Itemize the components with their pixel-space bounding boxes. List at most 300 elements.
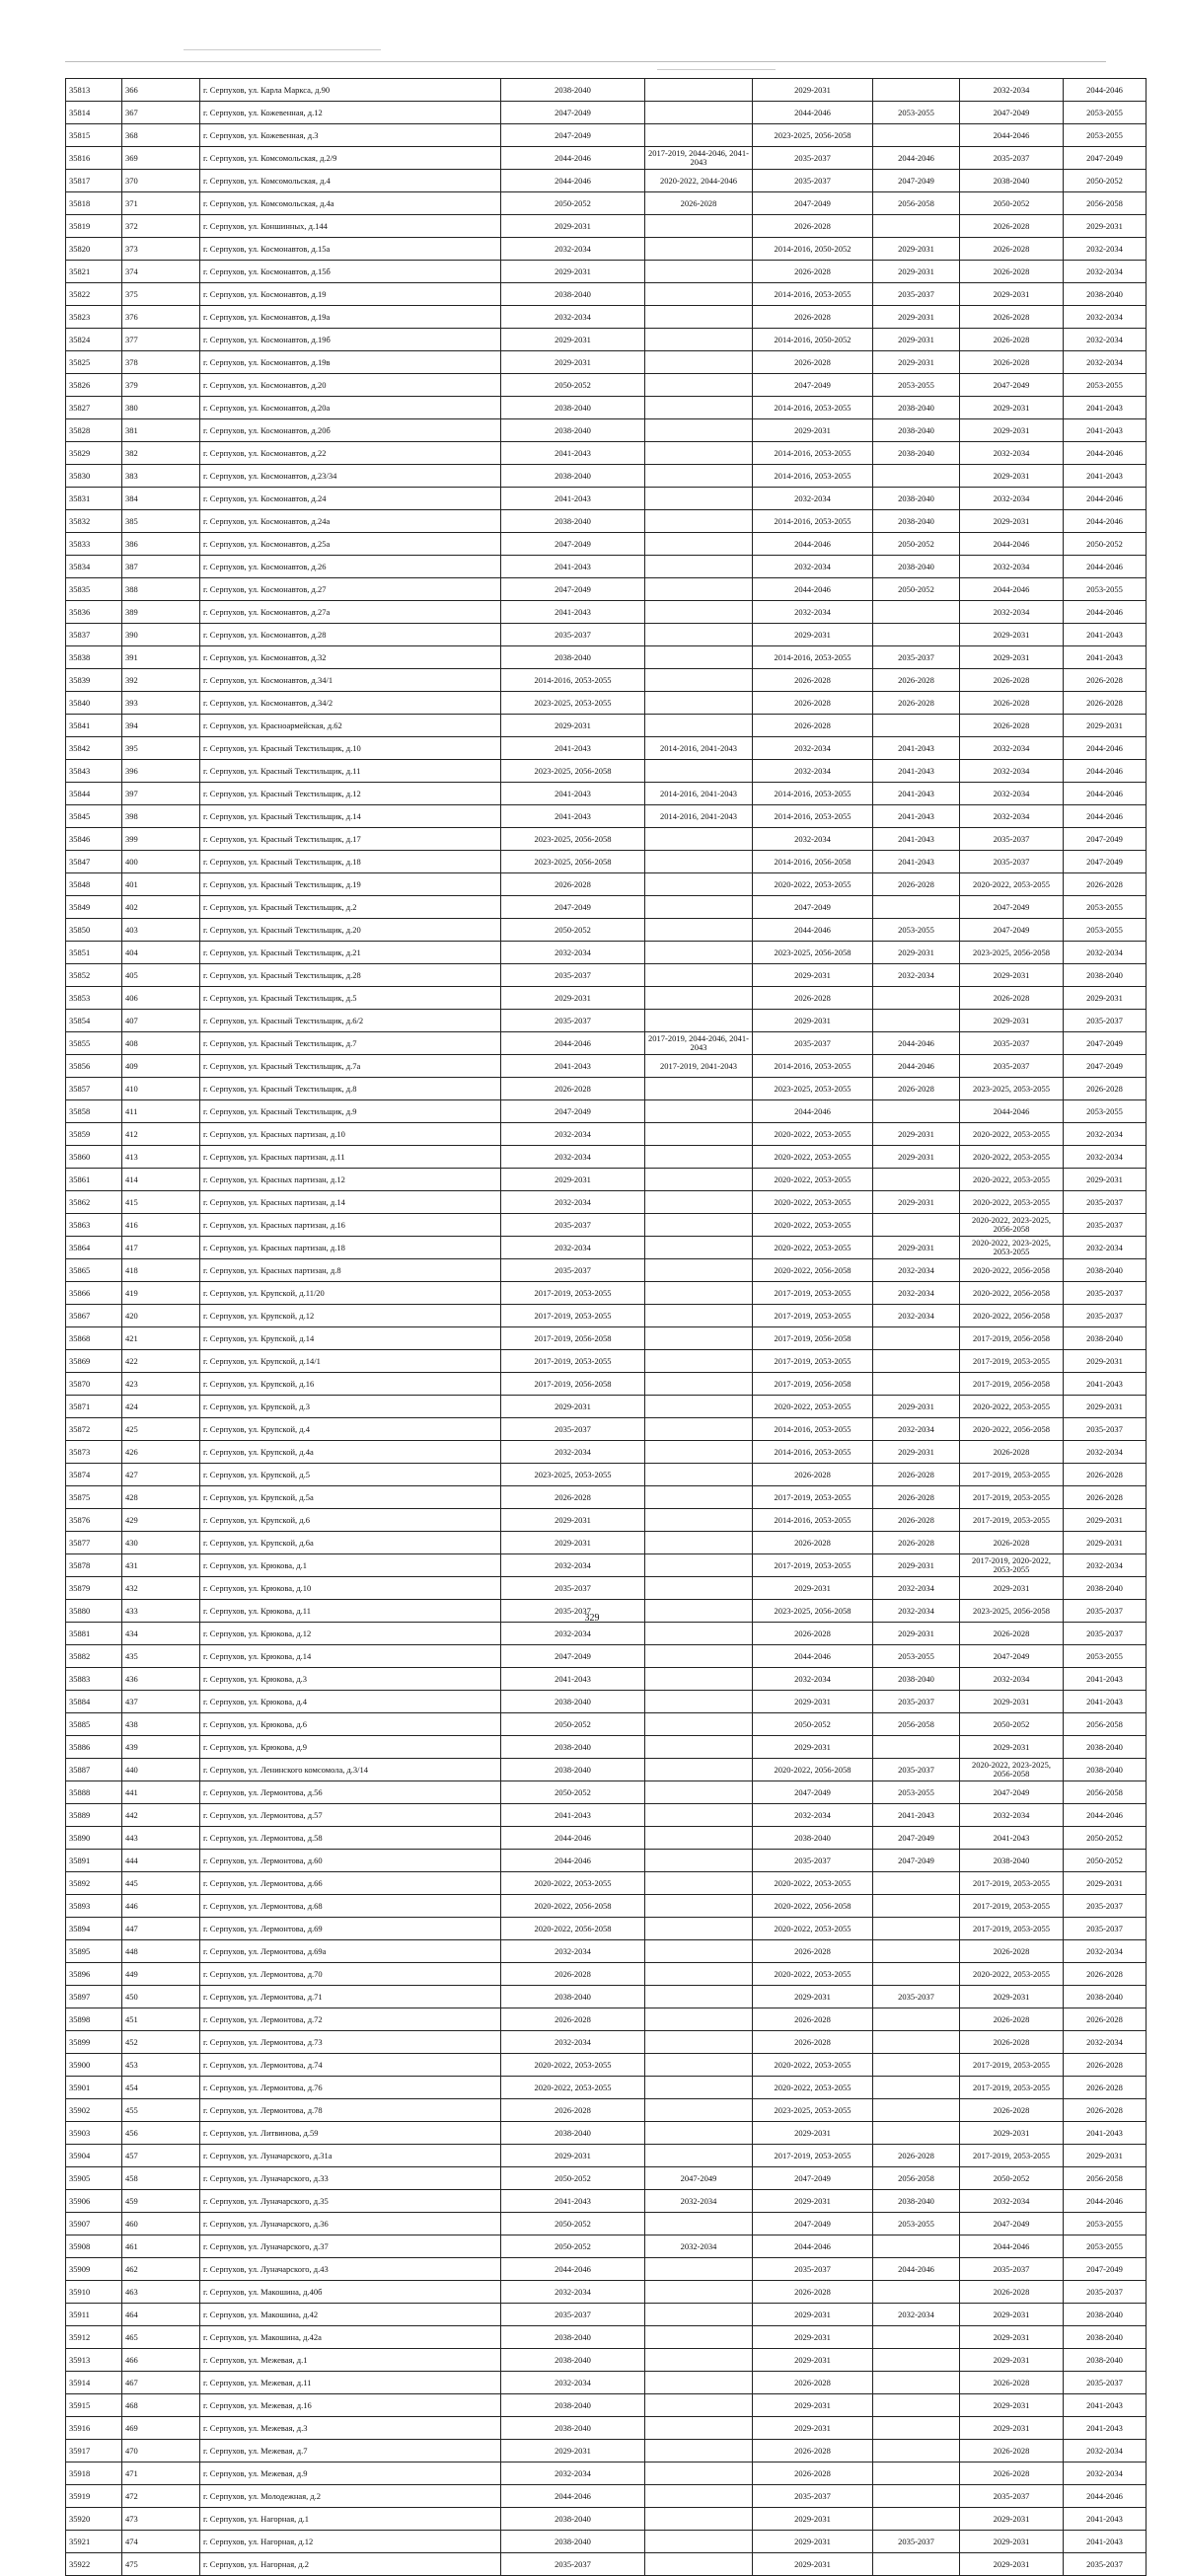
period-4-cell: 2044-2046 xyxy=(873,147,960,170)
period-6-cell: 2044-2046 xyxy=(1064,1804,1147,1827)
period-1-cell: 2041-2043 xyxy=(501,737,645,760)
period-3-cell: 2029-2031 xyxy=(753,79,873,102)
period-3-cell: 2020-2022, 2053-2055 xyxy=(753,1396,873,1418)
period-5-cell: 2038-2040 xyxy=(960,1850,1064,1872)
period-5-cell: 2029-2031 xyxy=(960,964,1064,987)
period-2-cell xyxy=(645,1895,753,1918)
period-5-cell: 2047-2049 xyxy=(960,919,1064,942)
period-4-cell xyxy=(873,601,960,624)
period-3-cell: 2029-2031 xyxy=(753,2304,873,2326)
table-row xyxy=(66,1668,1147,1691)
period-1-cell: 2041-2043 xyxy=(501,783,645,805)
period-5-cell: 2035-2037 xyxy=(960,2485,1064,2508)
period-6-cell: 2041-2043 xyxy=(1064,2531,1147,2553)
address-cell: г. Серпухов, ул. Крупской, д.4 xyxy=(200,1418,501,1441)
address-cell: г. Серпухов, ул. Красный Текстильщик, д.10 xyxy=(200,737,501,760)
period-6-cell: 2050-2052 xyxy=(1064,170,1147,192)
period-1-cell: 2020-2022, 2056-2058 xyxy=(501,1918,645,1940)
period-6-cell: 2041-2043 xyxy=(1064,419,1147,442)
table-row xyxy=(66,238,1147,261)
period-5-cell: 2029-2031 xyxy=(960,2553,1064,2576)
period-2-cell xyxy=(645,488,753,510)
address-cell: г. Серпухов, ул. Крупской, д.6 xyxy=(200,1509,501,1532)
item-number-cell: 422 xyxy=(122,1350,200,1373)
period-2-cell xyxy=(645,1554,753,1577)
period-5-cell: 2044-2046 xyxy=(960,2235,1064,2258)
period-1-cell: 2014-2016, 2053-2055 xyxy=(501,669,645,692)
address-cell: г. Серпухов, ул. Красных партизан, д.10 xyxy=(200,1123,501,1146)
address-cell: г. Серпухов, ул. Красный Текстильщик, д.19 xyxy=(200,873,501,896)
address-cell: г. Серпухов, ул. Кожевенная, д.3 xyxy=(200,124,501,147)
period-2-cell xyxy=(645,374,753,397)
record-id-cell: 35917 xyxy=(66,2440,122,2462)
period-3-cell: 2026-2028 xyxy=(753,692,873,715)
period-1-cell: 2032-2034 xyxy=(501,1237,645,1259)
period-2-cell: 2014-2016, 2041-2043 xyxy=(645,783,753,805)
item-number-cell: 452 xyxy=(122,2031,200,2054)
record-id-cell: 35890 xyxy=(66,1827,122,1850)
record-id-cell: 35916 xyxy=(66,2417,122,2440)
period-1-cell: 2047-2049 xyxy=(501,102,645,124)
item-number-cell: 381 xyxy=(122,419,200,442)
period-1-cell: 2026-2028 xyxy=(501,2008,645,2031)
table-row xyxy=(66,873,1147,896)
table-row xyxy=(66,2440,1147,2462)
period-1-cell: 2029-2031 xyxy=(501,329,645,351)
period-6-cell: 2026-2028 xyxy=(1064,2099,1147,2122)
record-id-cell: 35847 xyxy=(66,851,122,873)
item-number-cell: 387 xyxy=(122,556,200,578)
period-3-cell: 2029-2031 xyxy=(753,964,873,987)
address-cell: г. Серпухов, ул. Карла Маркса, д.90 xyxy=(200,79,501,102)
item-number-cell: 444 xyxy=(122,1850,200,1872)
record-id-cell: 35892 xyxy=(66,1872,122,1895)
record-id-cell: 35833 xyxy=(66,533,122,556)
period-6-cell: 2041-2043 xyxy=(1064,646,1147,669)
period-5-cell: 2026-2028 xyxy=(960,1940,1064,1963)
table-row xyxy=(66,147,1147,170)
period-6-cell: 2041-2043 xyxy=(1064,2508,1147,2531)
period-2-cell xyxy=(645,2417,753,2440)
period-6-cell: 2035-2037 xyxy=(1064,1191,1147,1214)
period-1-cell: 2029-2031 xyxy=(501,1532,645,1554)
item-number-cell: 439 xyxy=(122,1736,200,1759)
record-id-cell: 35922 xyxy=(66,2553,122,2576)
item-number-cell: 398 xyxy=(122,805,200,828)
period-1-cell: 2038-2040 xyxy=(501,2326,645,2349)
period-4-cell xyxy=(873,2326,960,2349)
period-2-cell xyxy=(645,2440,753,2462)
period-2-cell xyxy=(645,1940,753,1963)
period-5-cell: 2026-2028 xyxy=(960,2372,1064,2394)
period-6-cell: 2053-2055 xyxy=(1064,102,1147,124)
address-cell: г. Серпухов, ул. Луначарского, д.36 xyxy=(200,2213,501,2235)
period-6-cell: 2041-2043 xyxy=(1064,2394,1147,2417)
period-1-cell: 2029-2031 xyxy=(501,1169,645,1191)
record-id-cell: 35901 xyxy=(66,2077,122,2099)
period-6-cell: 2035-2037 xyxy=(1064,2281,1147,2304)
period-4-cell: 2032-2034 xyxy=(873,1577,960,1600)
address-cell: г. Серпухов, ул. Крюкова, д.12 xyxy=(200,1623,501,1645)
item-number-cell: 451 xyxy=(122,2008,200,2031)
item-number-cell: 472 xyxy=(122,2485,200,2508)
record-id-cell: 35918 xyxy=(66,2462,122,2485)
period-5-cell: 2023-2025, 2056-2058 xyxy=(960,1600,1064,1623)
period-5-cell: 2020-2022, 2056-2058 xyxy=(960,1259,1064,1282)
period-3-cell: 2032-2034 xyxy=(753,488,873,510)
period-4-cell: 2029-2031 xyxy=(873,1623,960,1645)
address-cell: г. Серпухов, ул. Комсомольская, д.2/9 xyxy=(200,147,501,170)
period-5-cell: 2029-2031 xyxy=(960,465,1064,488)
period-3-cell: 2026-2028 xyxy=(753,2462,873,2485)
period-5-cell: 2044-2046 xyxy=(960,578,1064,601)
period-2-cell xyxy=(645,306,753,329)
item-number-cell: 423 xyxy=(122,1373,200,1396)
item-number-cell: 403 xyxy=(122,919,200,942)
item-number-cell: 371 xyxy=(122,192,200,215)
period-3-cell: 2026-2028 xyxy=(753,2440,873,2462)
period-5-cell: 2020-2022, 2056-2058 xyxy=(960,1282,1064,1305)
period-4-cell xyxy=(873,1918,960,1940)
period-1-cell: 2038-2040 xyxy=(501,2122,645,2145)
table-row xyxy=(66,578,1147,601)
period-4-cell xyxy=(873,79,960,102)
table-row xyxy=(66,1055,1147,1078)
address-cell: г. Серпухов, ул. Крупской, д.4а xyxy=(200,1441,501,1464)
period-4-cell: 2038-2040 xyxy=(873,556,960,578)
period-2-cell xyxy=(645,465,753,488)
period-2-cell xyxy=(645,1509,753,1532)
address-cell: г. Серпухов, ул. Красный Текстильщик, д.12 xyxy=(200,783,501,805)
period-5-cell: 2017-2019, 2053-2055 xyxy=(960,1509,1064,1532)
table-row xyxy=(66,1713,1147,1736)
item-number-cell: 467 xyxy=(122,2372,200,2394)
period-5-cell: 2020-2022, 2053-2055 xyxy=(960,1123,1064,1146)
period-4-cell xyxy=(873,465,960,488)
period-6-cell: 2032-2034 xyxy=(1064,1554,1147,1577)
period-3-cell: 2026-2028 xyxy=(753,351,873,374)
period-6-cell: 2044-2046 xyxy=(1064,2485,1147,2508)
item-number-cell: 393 xyxy=(122,692,200,715)
period-2-cell xyxy=(645,1123,753,1146)
period-2-cell xyxy=(645,442,753,465)
table-row xyxy=(66,1327,1147,1350)
period-6-cell: 2032-2034 xyxy=(1064,306,1147,329)
period-3-cell: 2014-2016, 2053-2055 xyxy=(753,510,873,533)
period-6-cell: 2035-2037 xyxy=(1064,1305,1147,1327)
period-6-cell: 2050-2052 xyxy=(1064,1850,1147,1872)
period-1-cell: 2032-2034 xyxy=(501,306,645,329)
period-6-cell: 2053-2055 xyxy=(1064,1645,1147,1668)
period-2-cell: 2017-2019, 2044-2046, 2041-2043 xyxy=(645,147,753,170)
period-6-cell: 2035-2037 xyxy=(1064,2553,1147,2576)
address-cell: г. Серпухов, ул. Лермонтова, д.69а xyxy=(200,1940,501,1963)
record-id-cell: 35861 xyxy=(66,1169,122,1191)
table-row xyxy=(66,2213,1147,2235)
period-1-cell: 2050-2052 xyxy=(501,919,645,942)
item-number-cell: 376 xyxy=(122,306,200,329)
period-4-cell: 2056-2058 xyxy=(873,1713,960,1736)
address-cell: г. Серпухов, ул. Космонавтов, д.15б xyxy=(200,261,501,283)
address-cell: г. Серпухов, ул. Космонавтов, д.22 xyxy=(200,442,501,465)
item-number-cell: 449 xyxy=(122,1963,200,1986)
period-5-cell: 2029-2031 xyxy=(960,419,1064,442)
item-number-cell: 441 xyxy=(122,1781,200,1804)
period-5-cell: 2020-2022, 2053-2055 xyxy=(960,1169,1064,1191)
period-4-cell: 2029-2031 xyxy=(873,1441,960,1464)
period-4-cell xyxy=(873,2508,960,2531)
period-3-cell: 2029-2031 xyxy=(753,2508,873,2531)
item-number-cell: 458 xyxy=(122,2167,200,2190)
period-3-cell: 2029-2031 xyxy=(753,2326,873,2349)
item-number-cell: 416 xyxy=(122,1214,200,1237)
period-3-cell: 2035-2037 xyxy=(753,170,873,192)
period-1-cell: 2032-2034 xyxy=(501,238,645,261)
period-4-cell: 2035-2037 xyxy=(873,646,960,669)
table-row xyxy=(66,510,1147,533)
period-4-cell: 2041-2043 xyxy=(873,828,960,851)
period-5-cell: 2017-2019, 2020-2022, 2053-2055 xyxy=(960,1554,1064,1577)
period-5-cell: 2029-2031 xyxy=(960,646,1064,669)
item-number-cell: 388 xyxy=(122,578,200,601)
address-cell: г. Серпухов, ул. Лермонтова, д.69 xyxy=(200,1918,501,1940)
item-number-cell: 427 xyxy=(122,1464,200,1486)
period-2-cell xyxy=(645,1441,753,1464)
period-3-cell: 2032-2034 xyxy=(753,760,873,783)
period-3-cell: 2017-2019, 2053-2055 xyxy=(753,1350,873,1373)
record-id-cell: 35842 xyxy=(66,737,122,760)
item-number-cell: 435 xyxy=(122,1645,200,1668)
period-1-cell: 2029-2031 xyxy=(501,351,645,374)
table-row xyxy=(66,1736,1147,1759)
period-3-cell: 2026-2028 xyxy=(753,2031,873,2054)
period-2-cell xyxy=(645,102,753,124)
table-row xyxy=(66,1282,1147,1305)
table-row xyxy=(66,2054,1147,2077)
table-row xyxy=(66,1032,1147,1055)
period-3-cell: 2029-2031 xyxy=(753,2349,873,2372)
period-2-cell: 2047-2049 xyxy=(645,2167,753,2190)
record-id-cell: 35824 xyxy=(66,329,122,351)
period-5-cell: 2026-2028 xyxy=(960,692,1064,715)
period-2-cell xyxy=(645,1010,753,1032)
schedule-table-body xyxy=(66,79,1147,2576)
table-row xyxy=(66,1918,1147,1940)
item-number-cell: 414 xyxy=(122,1169,200,1191)
period-2-cell xyxy=(645,1418,753,1441)
address-cell: г. Серпухов, ул. Красный Текстильщик, д.28 xyxy=(200,964,501,987)
address-cell: г. Серпухов, ул. Крюкова, д.3 xyxy=(200,1668,501,1691)
address-cell: г. Серпухов, ул. Космонавтов, д.19в xyxy=(200,351,501,374)
item-number-cell: 460 xyxy=(122,2213,200,2235)
record-id-cell: 35827 xyxy=(66,397,122,419)
period-4-cell: 2032-2034 xyxy=(873,1418,960,1441)
period-6-cell: 2026-2028 xyxy=(1064,2077,1147,2099)
period-6-cell: 2029-2031 xyxy=(1064,1350,1147,1373)
address-cell: г. Серпухов, ул. Крупской, д.5 xyxy=(200,1464,501,1486)
address-cell: г. Серпухов, ул. Кожевенная, д.12 xyxy=(200,102,501,124)
period-2-cell xyxy=(645,601,753,624)
table-row xyxy=(66,2462,1147,2485)
period-4-cell: 2029-2031 xyxy=(873,261,960,283)
period-4-cell: 2038-2040 xyxy=(873,510,960,533)
period-2-cell xyxy=(645,1713,753,1736)
table-row xyxy=(66,329,1147,351)
period-1-cell: 2044-2046 xyxy=(501,2258,645,2281)
period-4-cell: 2053-2055 xyxy=(873,374,960,397)
item-number-cell: 434 xyxy=(122,1623,200,1645)
period-2-cell xyxy=(645,1736,753,1759)
table-row xyxy=(66,942,1147,964)
period-4-cell xyxy=(873,2008,960,2031)
table-row xyxy=(66,1577,1147,1600)
table-row xyxy=(66,692,1147,715)
period-3-cell: 2032-2034 xyxy=(753,556,873,578)
period-4-cell: 2026-2028 xyxy=(873,1532,960,1554)
period-4-cell: 2026-2028 xyxy=(873,1078,960,1100)
period-3-cell: 2047-2049 xyxy=(753,374,873,397)
table-row xyxy=(66,2508,1147,2531)
period-6-cell: 2038-2040 xyxy=(1064,283,1147,306)
period-1-cell: 2032-2034 xyxy=(501,2031,645,2054)
period-1-cell: 2041-2043 xyxy=(501,601,645,624)
table-row xyxy=(66,1691,1147,1713)
record-id-cell: 35868 xyxy=(66,1327,122,1350)
period-1-cell: 2026-2028 xyxy=(501,1963,645,1986)
period-6-cell: 2026-2028 xyxy=(1064,692,1147,715)
period-5-cell: 2035-2037 xyxy=(960,828,1064,851)
period-6-cell: 2041-2043 xyxy=(1064,1691,1147,1713)
period-3-cell: 2032-2034 xyxy=(753,1804,873,1827)
item-number-cell: 474 xyxy=(122,2531,200,2553)
period-3-cell: 2038-2040 xyxy=(753,1827,873,1850)
record-id-cell: 35823 xyxy=(66,306,122,329)
period-4-cell: 2038-2040 xyxy=(873,488,960,510)
period-4-cell: 2047-2049 xyxy=(873,170,960,192)
record-id-cell: 35830 xyxy=(66,465,122,488)
table-row xyxy=(66,1645,1147,1668)
item-number-cell: 429 xyxy=(122,1509,200,1532)
period-1-cell: 2017-2019, 2053-2055 xyxy=(501,1350,645,1373)
period-2-cell: 2017-2019, 2044-2046, 2041-2043 xyxy=(645,1032,753,1055)
period-1-cell: 2044-2046 xyxy=(501,1850,645,1872)
record-id-cell: 35845 xyxy=(66,805,122,828)
item-number-cell: 411 xyxy=(122,1100,200,1123)
period-6-cell: 2035-2037 xyxy=(1064,1010,1147,1032)
period-1-cell: 2041-2043 xyxy=(501,1055,645,1078)
period-3-cell: 2035-2037 xyxy=(753,147,873,170)
record-id-cell: 35822 xyxy=(66,283,122,306)
table-row xyxy=(66,1441,1147,1464)
period-4-cell xyxy=(873,2054,960,2077)
address-cell: г. Серпухов, ул. Красных партизан, д.12 xyxy=(200,1169,501,1191)
table-row xyxy=(66,2167,1147,2190)
period-4-cell xyxy=(873,624,960,646)
record-id-cell: 35883 xyxy=(66,1668,122,1691)
period-5-cell: 2029-2031 xyxy=(960,624,1064,646)
item-number-cell: 418 xyxy=(122,1259,200,1282)
table-row xyxy=(66,351,1147,374)
table-row xyxy=(66,170,1147,192)
record-id-cell: 35885 xyxy=(66,1713,122,1736)
address-cell: г. Серпухов, ул. Комсомольская, д.4 xyxy=(200,170,501,192)
period-1-cell: 2029-2031 xyxy=(501,715,645,737)
period-1-cell: 2032-2034 xyxy=(501,1623,645,1645)
period-1-cell: 2047-2049 xyxy=(501,578,645,601)
period-2-cell: 2020-2022, 2044-2046 xyxy=(645,170,753,192)
period-5-cell: 2047-2049 xyxy=(960,1781,1064,1804)
item-number-cell: 413 xyxy=(122,1146,200,1169)
record-id-cell: 35871 xyxy=(66,1396,122,1418)
period-6-cell: 2056-2058 xyxy=(1064,2167,1147,2190)
table-row xyxy=(66,306,1147,329)
period-3-cell: 2029-2031 xyxy=(753,1986,873,2008)
period-3-cell: 2029-2031 xyxy=(753,1010,873,1032)
item-number-cell: 401 xyxy=(122,873,200,896)
period-2-cell xyxy=(645,1691,753,1713)
address-cell: г. Серпухов, ул. Космонавтов, д.34/1 xyxy=(200,669,501,692)
period-6-cell: 2035-2037 xyxy=(1064,1214,1147,1237)
period-2-cell xyxy=(645,1623,753,1645)
period-4-cell: 2041-2043 xyxy=(873,783,960,805)
period-5-cell: 2029-2031 xyxy=(960,2508,1064,2531)
period-5-cell: 2020-2022, 2053-2055 xyxy=(960,1191,1064,1214)
record-id-cell: 35844 xyxy=(66,783,122,805)
period-2-cell xyxy=(645,2008,753,2031)
period-3-cell: 2032-2034 xyxy=(753,737,873,760)
period-3-cell: 2020-2022, 2056-2058 xyxy=(753,1759,873,1781)
period-6-cell: 2041-2043 xyxy=(1064,2417,1147,2440)
period-6-cell: 2026-2028 xyxy=(1064,873,1147,896)
record-id-cell: 35874 xyxy=(66,1464,122,1486)
period-1-cell: 2038-2040 xyxy=(501,1986,645,2008)
period-6-cell: 2053-2055 xyxy=(1064,2235,1147,2258)
record-id-cell: 35857 xyxy=(66,1078,122,1100)
period-3-cell: 2023-2025, 2053-2055 xyxy=(753,1078,873,1100)
period-2-cell xyxy=(645,1486,753,1509)
period-4-cell: 2044-2046 xyxy=(873,1055,960,1078)
period-4-cell: 2056-2058 xyxy=(873,192,960,215)
item-number-cell: 475 xyxy=(122,2553,200,2576)
period-3-cell: 2029-2031 xyxy=(753,2417,873,2440)
period-5-cell: 2026-2028 xyxy=(960,2031,1064,2054)
address-cell: г. Серпухов, ул. Молодежная, д.2 xyxy=(200,2485,501,2508)
period-6-cell: 2029-2031 xyxy=(1064,1396,1147,1418)
period-4-cell xyxy=(873,1350,960,1373)
period-3-cell: 2047-2049 xyxy=(753,1781,873,1804)
period-1-cell: 2032-2034 xyxy=(501,2372,645,2394)
period-2-cell xyxy=(645,2326,753,2349)
item-number-cell: 386 xyxy=(122,533,200,556)
period-4-cell: 2038-2040 xyxy=(873,397,960,419)
record-id-cell: 35899 xyxy=(66,2031,122,2054)
period-4-cell xyxy=(873,1010,960,1032)
period-1-cell: 2032-2034 xyxy=(501,2462,645,2485)
period-4-cell xyxy=(873,2099,960,2122)
period-1-cell: 2029-2031 xyxy=(501,261,645,283)
period-4-cell: 2041-2043 xyxy=(873,805,960,828)
period-4-cell xyxy=(873,2281,960,2304)
period-5-cell: 2029-2031 xyxy=(960,2417,1064,2440)
period-5-cell: 2047-2049 xyxy=(960,896,1064,919)
period-5-cell: 2023-2025, 2056-2058 xyxy=(960,942,1064,964)
period-5-cell: 2017-2019, 2053-2055 xyxy=(960,1486,1064,1509)
period-1-cell: 2023-2025, 2053-2055 xyxy=(501,692,645,715)
address-cell: г. Серпухов, ул. Лермонтова, д.74 xyxy=(200,2054,501,2077)
item-number-cell: 464 xyxy=(122,2304,200,2326)
table-row xyxy=(66,2031,1147,2054)
period-2-cell xyxy=(645,1191,753,1214)
